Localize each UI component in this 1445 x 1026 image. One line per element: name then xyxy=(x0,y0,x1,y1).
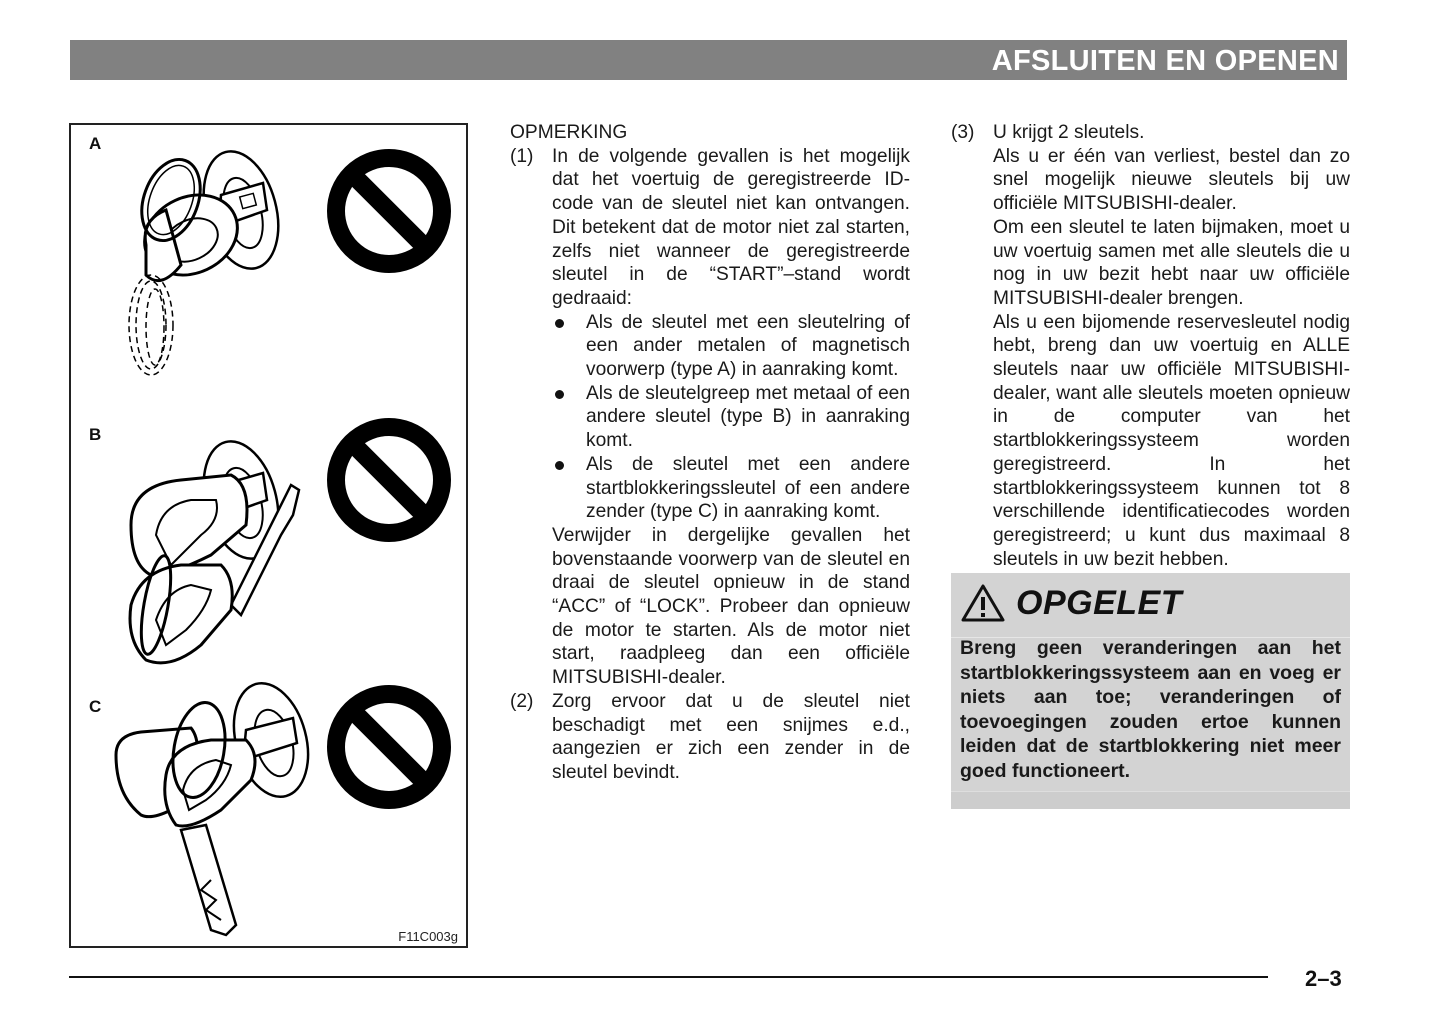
figure-code: F11C003g xyxy=(398,929,458,944)
note-item-number: (1) xyxy=(510,145,534,167)
panel-label-c: C xyxy=(89,697,102,716)
bullet-item: Als de sleutel met een andere startblokkeringssleutel of een andere zender (type C) in aanraking komt. xyxy=(552,453,910,524)
note-item-1 xyxy=(510,145,910,690)
note-item-text: In de volgende gevallen is het mogelijk dat het voertuig de geregistreerde ID-code van de sleutel niet kan ontvangen. Dit betekent dat de motor niet zal starten, zelfs niet wanneer de geregistreerde sleutel in de “START”–stand wordt gedraaid: xyxy=(552,145,910,309)
caution-text: Breng geen veranderingen aan het startblokkeringssysteem aan en voeg er niets aan toe; veranderingen of toevoegingen zouden ertoe kunnen leiden dat de startblokkering niet meer goed functioneert. xyxy=(960,637,1341,782)
panel-label-a: A xyxy=(89,134,102,153)
prohibited-icon-b xyxy=(336,427,442,533)
prohibited-icon-c xyxy=(336,694,442,800)
section-title: AFSLUITEN EN OPENEN xyxy=(991,45,1339,77)
note-item-2 xyxy=(510,690,910,785)
section-header-bar xyxy=(70,40,1347,80)
note-paragraph: Als u een bijomende reservesleutel nodig hebt, breng dan uw voertuig en ALLE sleutels naar uw officiële MITSUBISHI-dealer, want alle sleutels moeten opnieuw in de computer van het startblokkeringssysteem worden geregistreerd. In het startblokkeringssysteem kunnen tot 8 verschillende identificatiecodes worden geregistreerd; u kunt dus maximaal 8 sleutels in uw bezit hebben. xyxy=(993,311,1350,570)
key-illustrations xyxy=(71,125,466,946)
note-paragraph: Als u er één van verliest, bestel dan zo snel mogelijk nieuwe sleutels bij uw officiële MITSUBISHI-dealer. xyxy=(993,145,1350,215)
panel-c-illustration xyxy=(116,675,442,935)
panel-b-illustration xyxy=(130,427,442,663)
note-item-text: U krijgt 2 sleutels. xyxy=(993,122,1145,143)
caution-header xyxy=(960,582,1182,624)
bullet-item: Als de sleutelgreep met metaal of een andere sleutel (type B) in aanraking komt. xyxy=(552,382,910,453)
footer-rule xyxy=(69,976,1268,978)
note-followup: Verwijder in dergelijke gevallen het bovenstaande voorwerp van de sleutel en draai de sleutel opnieuw in de stand “ACC” of “LOCK”. Probeer dan opnieuw de motor te starten. Als de motor niet start, raadpleeg dan een officiële MITSUBISHI-dealer. xyxy=(552,524,910,689)
prohibited-icon-a xyxy=(336,158,442,264)
caution-footer-strip xyxy=(951,791,1350,809)
key-illustration-figure xyxy=(69,123,468,948)
bullet-icon xyxy=(555,461,564,470)
bullet-icon xyxy=(555,390,564,399)
caution-box xyxy=(951,573,1350,809)
note-item-3 xyxy=(951,121,1350,571)
bullet-icon xyxy=(555,319,564,328)
panel-a-illustration xyxy=(129,143,442,375)
warning-triangle-icon xyxy=(960,583,1006,623)
keys-column xyxy=(951,121,1350,571)
bullet-item: Als de sleutel met een sleutelring of een ander metalen of magnetisch voorwerp (type A) in aanraking komt. xyxy=(552,311,910,382)
note-column xyxy=(510,121,910,785)
panel-label-b: B xyxy=(89,425,102,444)
page-number: 2–3 xyxy=(1305,966,1342,991)
note-item-number: (3) xyxy=(951,122,975,143)
note-paragraph: Om een sleutel te laten bijmaken, moet u uw voertuig samen met alle sleutels die u nog in uw bezit hebt naar uw officiële MITSUBISHI-dealer brengen. xyxy=(993,216,1350,309)
caution-title: OPGELET xyxy=(1016,583,1182,622)
note-item-text: Zorg ervoor dat u de sleutel niet beschadigt met een snijmes e.d., aangezien er zich een zender in de sleutel bevindt. xyxy=(552,690,910,783)
note-item-number: (2) xyxy=(510,690,534,712)
note-heading: OPMERKING xyxy=(510,122,628,143)
